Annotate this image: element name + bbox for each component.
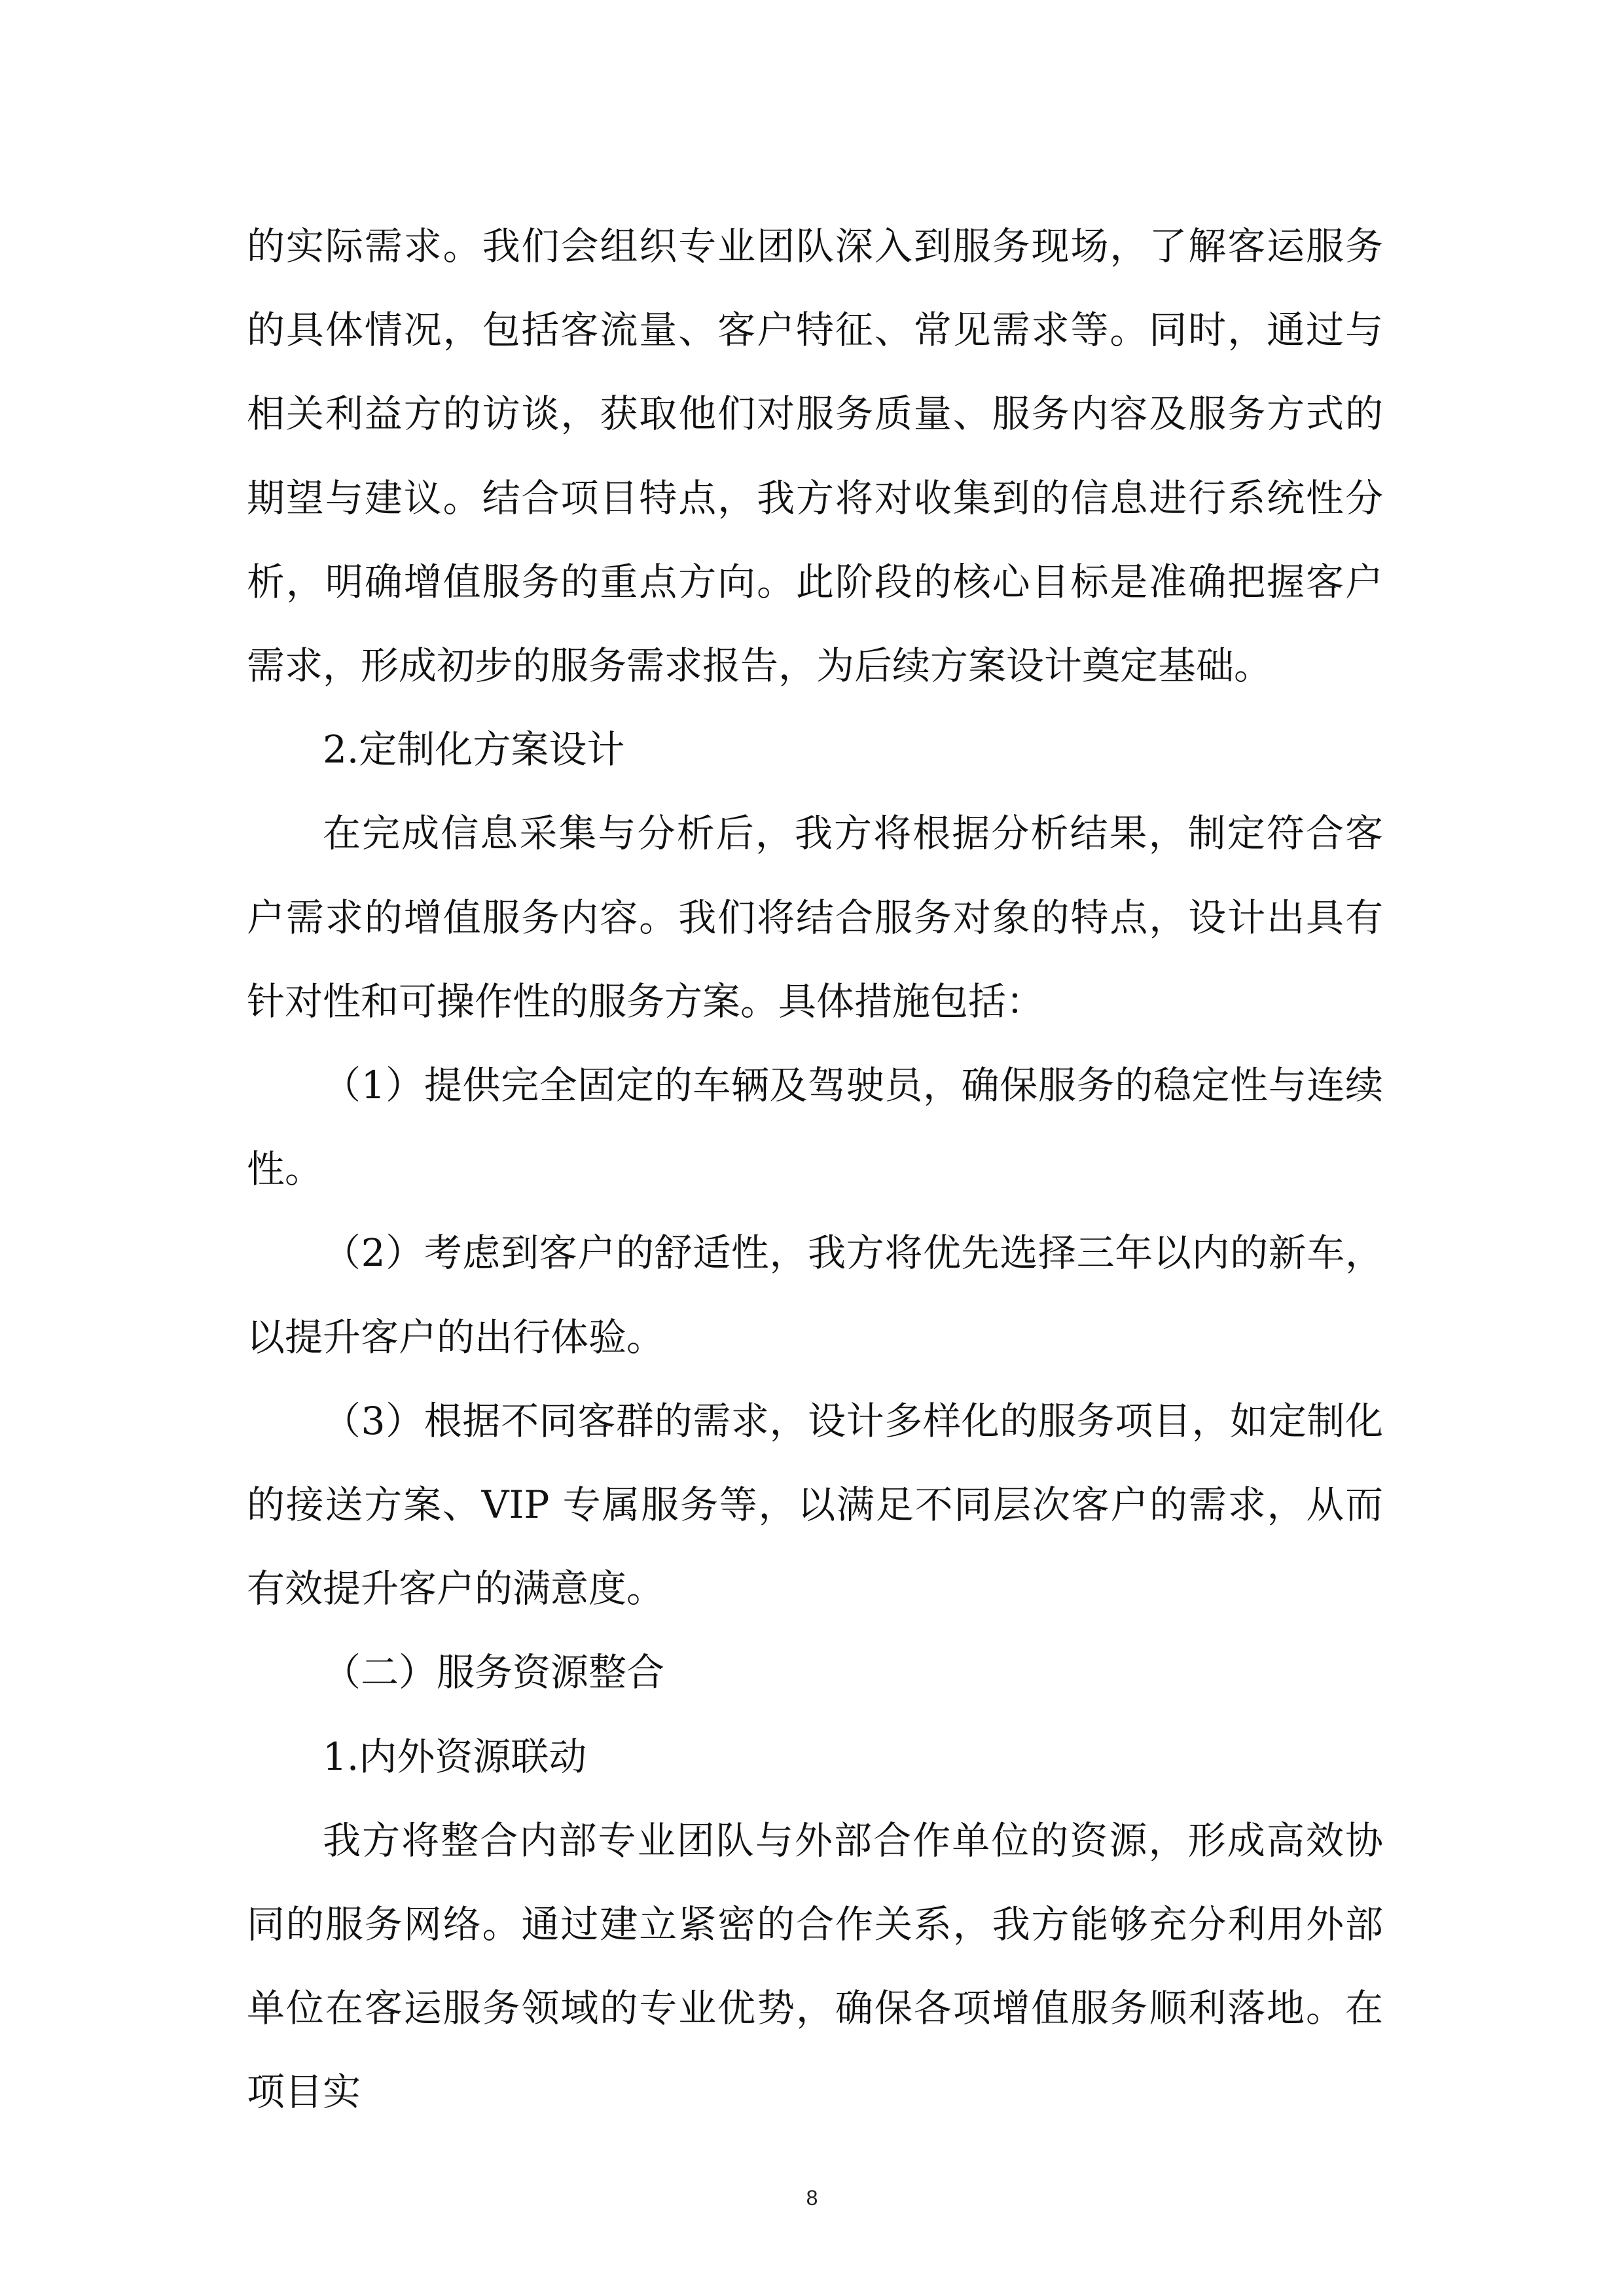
heading-custom-plan-design: 2.定制化方案设计: [323, 727, 625, 772]
list-item-new-vehicles: （2）考虑到客户的舒适性，我方将优先选择三年以内的新车，以提升客户的出行体验。: [247, 1230, 1383, 1359]
list-item-diverse-services: （3）根据不同客群的需求，设计多样化的服务项目，如定制化的接送方案、VIP 专属服务等，以满足不同层次客户的需求，从而有效提升客户的满意度。: [247, 1398, 1383, 1611]
paragraph-requirements-analysis: 的实际需求。我们会组织专业团队深入到服务现场，了解客运服务的具体情况，包括客流量、客户特征、常见需求等。同时，通过与相关利益方的访谈，获取他们对服务质量、服务内容及服务方式的期望与建议。结合项目特点，我方将对收集到的信息进行系统性分析，明确增值服务的重点方向。此阶段的核心目标是准确把握客户需求，形成初步的服务需求报告，为后续方案设计奠定基础。: [247, 224, 1383, 689]
paragraph-custom-plan-intro: 在完成信息采集与分析后，我方将根据分析结果，制定符合客户需求的增值服务内容。我们将结合服务对象的特点，设计出具有针对性和可操作性的服务方案。具体措施包括：: [247, 811, 1383, 1024]
paragraph-resource-linkage: 我方将整合内部专业团队与外部合作单位的资源，形成高效协同的服务网络。通过建立紧密的合作关系，我方能够充分利用外部单位在客运服务领域的专业优势，确保各项增值服务顺利落地。在项目实: [247, 1818, 1383, 2115]
document-body: [247, 204, 1383, 2134]
heading-internal-external-linkage: 1.内外资源联动: [323, 1734, 587, 1779]
page-number: 8: [806, 2186, 818, 2210]
heading-service-resource-integration: （二）服务资源整合: [323, 1650, 665, 1695]
list-item-fixed-vehicles: （1）提供完全固定的车辆及驾驶员，确保服务的稳定性与连续性。: [247, 1063, 1383, 1192]
